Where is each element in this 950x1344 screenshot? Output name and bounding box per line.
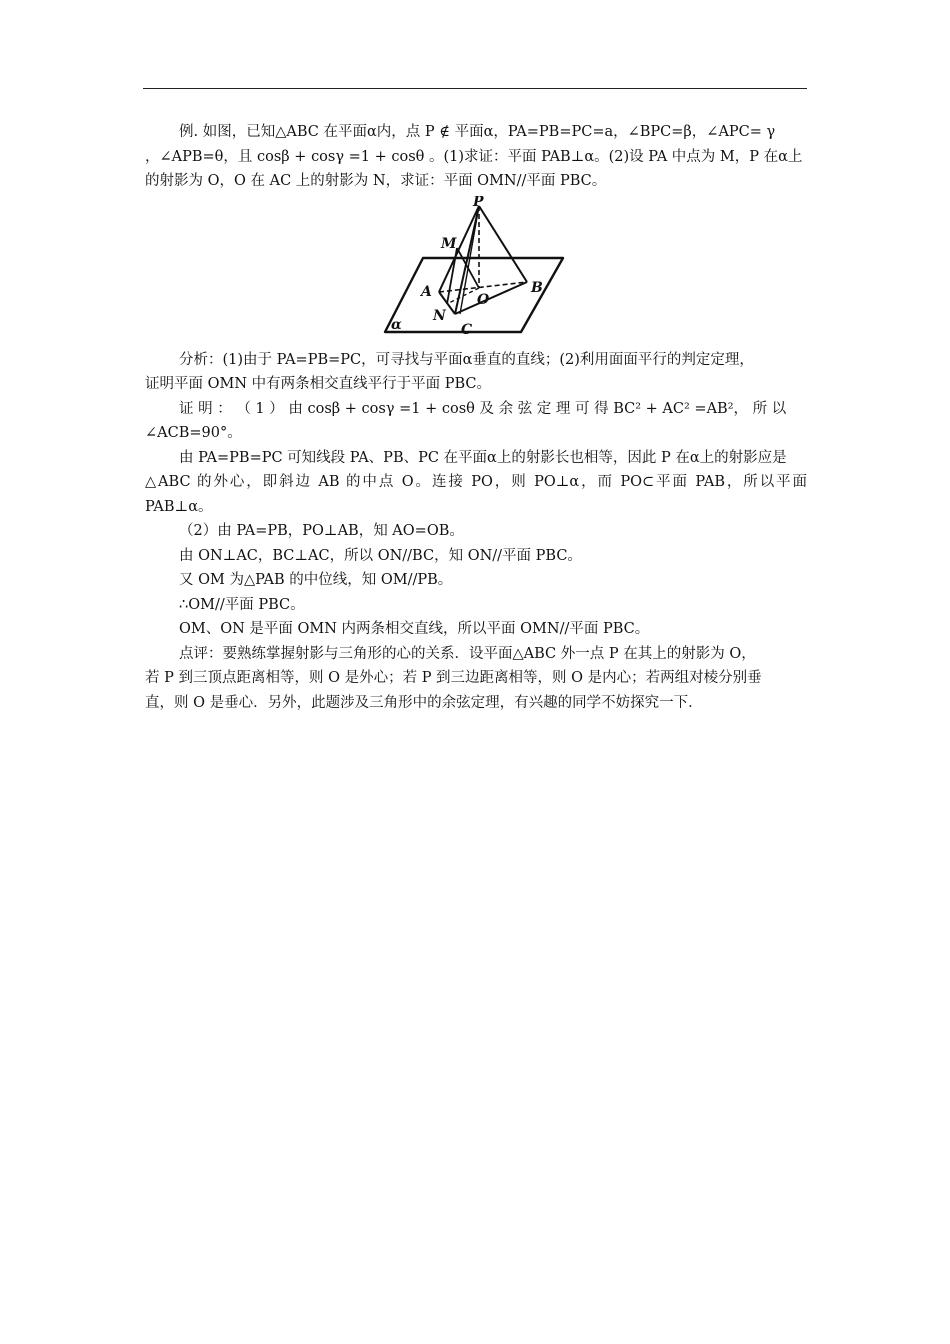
proof-section (145, 397, 807, 642)
label-C: C (461, 321, 473, 338)
comment-line-1: 点评：要熟练掌握射影与三角形的心的关系．设平面△ABC 外一点 P 在其上的射影为 O， (179, 645, 756, 662)
proof-line-2: ∠ACB=90°。 (145, 425, 242, 441)
document-body (145, 120, 807, 715)
analysis-line-2: 证明平面 OMN 中有两条相交直线平行于平面 PBC。 (145, 376, 492, 392)
label-O: O (477, 291, 490, 308)
proof-line-6: 由 ON⊥AC，BC⊥AC，所以 ON//BC，知 ON//平面 PBC。 (179, 547, 582, 564)
label-M: M (441, 235, 457, 252)
label-B: B (531, 279, 543, 296)
label-N: N (433, 307, 446, 324)
comment-line-3: 直，则 O 是垂心．另外，此题涉及三角形中的余弦定理，有兴趣的同学不妨探究一下． (145, 694, 703, 711)
label-alpha: α (391, 316, 402, 333)
analysis-line-1: 分析：(1)由于 PA=PB=PC，可寻找与平面α垂直的直线；(2)利用面面平行的判定定理， (179, 351, 754, 368)
proof-line-5: （2）由 PA=PB，PO⊥AB，知 AO=OB。 (179, 523, 464, 539)
comment-section (145, 642, 807, 716)
header-rule (143, 88, 807, 89)
analysis-section (145, 348, 807, 397)
proof-line-8: ∴OM//平面 PBC。 (179, 596, 305, 613)
comment-line-2: 若 P 到三顶点距离相等，则 O 是外心；若 P 到三边距离相等，则 O 是内心；若两组对棱分别垂 (145, 670, 762, 686)
proof-line-1: 证 明 ： （ 1 ） 由 cosβ + cosγ =1 + cosθ 及 余 弦 定 理 可 得 BC² + AC² =AB²， 所 以 (179, 400, 787, 417)
label-A: A (421, 283, 432, 300)
example-line-2: ，∠APB=θ，且 cosβ + cosγ =1 + cosθ 。(1)求证：平面 PAB⊥α。(2)设 PA 中点为 M，P 在α上 (145, 148, 803, 165)
example-line-1: 例. 如图，已知△ABC 在平面α内，点 P ∉ 平面α，PA=PB=PC=a，∠BPC=β，∠APC= γ (179, 124, 776, 140)
example-line-3: 的射影为 O，O 在 AC 上的射影为 N，求证：平面 OMN//平面 PBC。 (145, 173, 607, 189)
proof-line-7: 又 OM 为△PAB 的中位线，知 OM//PB。 (179, 572, 453, 588)
edge-PB (479, 206, 527, 282)
geometry-figure (145, 196, 807, 344)
pyramid-diagram (381, 196, 581, 342)
proof-line-9: OM、ON 是平面 OMN 内两条相交直线，所以平面 OMN//平面 PBC。 (179, 621, 650, 637)
segment-MN (447, 248, 457, 304)
label-P: P (473, 195, 484, 210)
example-problem (145, 120, 807, 194)
proof-line-3: 由 PA=PB=PC 可知线段 PA、PB、PC 在平面α上的射影长也相等，因此 P 在α上的射影应是 (179, 449, 787, 466)
proof-line-4: △ABC 的外心，即斜边 AB 的中点 O。连接 PO，则 PO⊥α，而 PO⊂平面 PAB，所以平面 PAB⊥α。 (145, 474, 807, 515)
